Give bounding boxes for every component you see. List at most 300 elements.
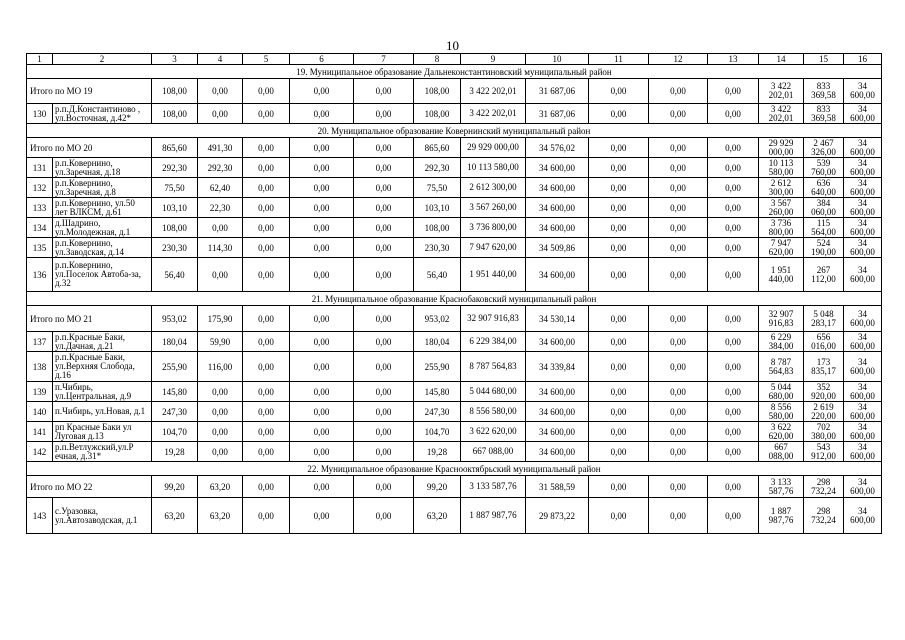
cell-c15: 543 912,00 (804, 442, 844, 462)
total-cell-c6: 0,00 (290, 138, 354, 158)
total-cell-c9: 3 133 587,76 (461, 476, 526, 498)
cell-c6: 0,00 (290, 218, 354, 238)
cell-c14: 667 088,00 (759, 442, 804, 462)
cell-c7: 0,00 (354, 258, 414, 292)
cell-c4: 116,00 (198, 352, 243, 382)
cell-c3: 108,00 (152, 218, 198, 238)
cell-c6: 0,00 (290, 402, 354, 422)
cell-c8: 104,70 (414, 422, 461, 442)
cell-c5: 0,00 (243, 422, 290, 442)
cell-c9: 6 229 384,00 (461, 332, 526, 352)
cell-c9: 8 787 564,83 (461, 352, 526, 382)
total-cell-c6: 0,00 (290, 476, 354, 498)
cell-c14: 3 567 260,00 (759, 198, 804, 218)
total-cell-c15: 298 732,24 (804, 476, 844, 498)
cell-c7: 0,00 (354, 442, 414, 462)
table-row (27, 498, 882, 534)
total-cell-c13: 0,00 (708, 79, 759, 104)
cell-c11: 0,00 (589, 498, 649, 534)
cell-c7: 0,00 (354, 178, 414, 198)
total-cell-c13: 0,00 (708, 306, 759, 332)
cell-c12: 0,00 (649, 332, 708, 352)
total-cell-c7: 0,00 (354, 138, 414, 158)
cell-c3: 63,20 (152, 498, 198, 534)
cell-c11: 0,00 (589, 178, 649, 198)
cell-c3: 292,30 (152, 158, 198, 178)
cell-c6: 0,00 (290, 498, 354, 534)
cell-c11: 0,00 (589, 352, 649, 382)
table-row (27, 198, 882, 218)
cell-c8: 145,80 (414, 382, 461, 402)
total-cell-c14: 32 907 916,83 (759, 306, 804, 332)
cell-c15: 173 835,17 (804, 352, 844, 382)
cell-c5: 0,00 (243, 498, 290, 534)
cell-c15: 833 369,58 (804, 104, 844, 124)
column-number-row (27, 54, 882, 65)
total-cell-c5: 0,00 (243, 79, 290, 104)
cell-c11: 0,00 (589, 402, 649, 422)
total-cell-c10: 31 588,59 (526, 476, 589, 498)
housing-table (26, 53, 882, 534)
column-number: 13 (708, 54, 759, 65)
total-cell-c4: 63,20 (198, 476, 243, 498)
cell-c11: 0,00 (589, 332, 649, 352)
cell-c13: 0,00 (708, 258, 759, 292)
cell-c8: 19,28 (414, 442, 461, 462)
cell-c13: 0,00 (708, 218, 759, 238)
row-address: р.п.Ветлужский,ул.Р ечная, д.31* (53, 442, 152, 462)
total-cell-c8: 99,20 (414, 476, 461, 498)
table-row (27, 178, 882, 198)
cell-c10: 34 600,00 (526, 332, 589, 352)
cell-c8: 255,90 (414, 352, 461, 382)
total-cell-c11: 0,00 (589, 476, 649, 498)
cell-c16: 34 600,00 (844, 422, 882, 442)
cell-c15: 702 380,00 (804, 422, 844, 442)
total-cell-c16: 34 600,00 (844, 79, 882, 104)
cell-c13: 0,00 (708, 352, 759, 382)
cell-c8: 75,50 (414, 178, 461, 198)
total-cell-c4: 175,90 (198, 306, 243, 332)
table-row (27, 442, 882, 462)
cell-c7: 0,00 (354, 104, 414, 124)
row-address: р.п.Д.Константиново , ул.Восточная, д.42* (53, 104, 152, 124)
cell-c4: 0,00 (198, 218, 243, 238)
cell-c10: 34 600,00 (526, 198, 589, 218)
total-cell-c12: 0,00 (649, 138, 708, 158)
cell-c12: 0,00 (649, 402, 708, 422)
total-cell-c10: 31 687,06 (526, 79, 589, 104)
total-cell-c14: 3 133 587,76 (759, 476, 804, 498)
cell-c10: 34 339,84 (526, 352, 589, 382)
cell-c4: 0,00 (198, 382, 243, 402)
row-number: 135 (27, 238, 53, 258)
cell-c13: 0,00 (708, 498, 759, 534)
cell-c4: 114,30 (198, 238, 243, 258)
cell-c12: 0,00 (649, 104, 708, 124)
cell-c13: 0,00 (708, 178, 759, 198)
cell-c3: 145,80 (152, 382, 198, 402)
cell-c9: 5 044 680,00 (461, 382, 526, 402)
cell-c15: 352 920,00 (804, 382, 844, 402)
cell-c15: 267 112,00 (804, 258, 844, 292)
row-address: с.Уразовка, ул.Автозаводская, д.1 (53, 498, 152, 534)
row-number: 134 (27, 218, 53, 238)
cell-c13: 0,00 (708, 442, 759, 462)
cell-c5: 0,00 (243, 258, 290, 292)
cell-c7: 0,00 (354, 158, 414, 178)
total-cell-c7: 0,00 (354, 476, 414, 498)
total-label: Итого по МО 20 (27, 138, 152, 158)
row-address: д.Шадрино, ул.Молодежная, д.1 (53, 218, 152, 238)
total-cell-c3: 865,60 (152, 138, 198, 158)
total-cell-c8: 865,60 (414, 138, 461, 158)
cell-c12: 0,00 (649, 178, 708, 198)
cell-c14: 8 787 564,83 (759, 352, 804, 382)
cell-c11: 0,00 (589, 422, 649, 442)
total-cell-c7: 0,00 (354, 79, 414, 104)
cell-c12: 0,00 (649, 442, 708, 462)
total-cell-c14: 29 929 000,00 (759, 138, 804, 158)
table-row (27, 258, 882, 292)
total-cell-c9: 3 422 202,01 (461, 79, 526, 104)
row-number: 143 (27, 498, 53, 534)
total-label: Итого по МО 22 (27, 476, 152, 498)
cell-c14: 1 951 440,00 (759, 258, 804, 292)
cell-c13: 0,00 (708, 402, 759, 422)
total-cell-c4: 0,00 (198, 79, 243, 104)
cell-c9: 8 556 580,00 (461, 402, 526, 422)
cell-c15: 524 190,00 (804, 238, 844, 258)
cell-c6: 0,00 (290, 382, 354, 402)
row-address: р.п.Ковернино, ул.50 лет ВЛКСМ, д.61 (53, 198, 152, 218)
cell-c3: 104,70 (152, 422, 198, 442)
section-title: 20. Муниципальное образование Ковернинский муниципальный район (27, 124, 882, 138)
cell-c10: 31 687,06 (526, 104, 589, 124)
cell-c13: 0,00 (708, 198, 759, 218)
cell-c4: 0,00 (198, 104, 243, 124)
cell-c12: 0,00 (649, 382, 708, 402)
cell-c10: 29 873,22 (526, 498, 589, 534)
cell-c15: 2 619 220,00 (804, 402, 844, 422)
cell-c13: 0,00 (708, 104, 759, 124)
cell-c16: 34 600,00 (844, 382, 882, 402)
cell-c11: 0,00 (589, 218, 649, 238)
column-number: 9 (461, 54, 526, 65)
row-address: р.п.Ковернино, ул.Заречная, д.8 (53, 178, 152, 198)
section-row (27, 292, 882, 306)
cell-c14: 1 887 987,76 (759, 498, 804, 534)
total-cell-c13: 0,00 (708, 476, 759, 498)
cell-c7: 0,00 (354, 218, 414, 238)
total-cell-c3: 99,20 (152, 476, 198, 498)
cell-c11: 0,00 (589, 158, 649, 178)
cell-c13: 0,00 (708, 238, 759, 258)
cell-c6: 0,00 (290, 158, 354, 178)
row-address: рп Красные Баки ул Луговая д.13 (53, 422, 152, 442)
row-number: 136 (27, 258, 53, 292)
total-cell-c13: 0,00 (708, 138, 759, 158)
total-cell-c16: 34 600,00 (844, 476, 882, 498)
table-row (27, 422, 882, 442)
cell-c10: 34 509,86 (526, 238, 589, 258)
cell-c5: 0,00 (243, 402, 290, 422)
total-label: Итого по МО 21 (27, 306, 152, 332)
column-number: 8 (414, 54, 461, 65)
cell-c14: 8 556 580,00 (759, 402, 804, 422)
cell-c5: 0,00 (243, 104, 290, 124)
cell-c4: 292,30 (198, 158, 243, 178)
total-cell-c6: 0,00 (290, 306, 354, 332)
cell-c3: 56,40 (152, 258, 198, 292)
cell-c7: 0,00 (354, 382, 414, 402)
cell-c6: 0,00 (290, 332, 354, 352)
cell-c8: 108,00 (414, 218, 461, 238)
cell-c8: 103,10 (414, 198, 461, 218)
column-number: 12 (649, 54, 708, 65)
cell-c10: 34 600,00 (526, 402, 589, 422)
cell-c14: 2 612 300,00 (759, 178, 804, 198)
cell-c14: 10 113 580,00 (759, 158, 804, 178)
cell-c14: 3 622 620,00 (759, 422, 804, 442)
cell-c6: 0,00 (290, 198, 354, 218)
cell-c11: 0,00 (589, 382, 649, 402)
column-number: 2 (53, 54, 152, 65)
total-cell-c5: 0,00 (243, 138, 290, 158)
row-number: 138 (27, 352, 53, 382)
cell-c7: 0,00 (354, 352, 414, 382)
cell-c11: 0,00 (589, 104, 649, 124)
cell-c9: 2 612 300,00 (461, 178, 526, 198)
cell-c16: 34 600,00 (844, 178, 882, 198)
cell-c16: 34 600,00 (844, 442, 882, 462)
cell-c12: 0,00 (649, 352, 708, 382)
cell-c16: 34 600,00 (844, 332, 882, 352)
total-cell-c12: 0,00 (649, 476, 708, 498)
row-address: р.п.Ковернино, ул.Заречная, д.18 (53, 158, 152, 178)
table-row (27, 382, 882, 402)
cell-c5: 0,00 (243, 238, 290, 258)
cell-c12: 0,00 (649, 258, 708, 292)
cell-c16: 34 600,00 (844, 352, 882, 382)
cell-c8: 247,30 (414, 402, 461, 422)
cell-c11: 0,00 (589, 442, 649, 462)
total-cell-c3: 953,02 (152, 306, 198, 332)
table-row (27, 352, 882, 382)
cell-c4: 22,30 (198, 198, 243, 218)
cell-c8: 180,04 (414, 332, 461, 352)
cell-c3: 180,04 (152, 332, 198, 352)
column-number: 16 (844, 54, 882, 65)
cell-c7: 0,00 (354, 402, 414, 422)
cell-c5: 0,00 (243, 382, 290, 402)
cell-c5: 0,00 (243, 198, 290, 218)
page-number: 10 (446, 38, 459, 53)
column-number: 4 (198, 54, 243, 65)
column-number: 7 (354, 54, 414, 65)
total-cell-c11: 0,00 (589, 306, 649, 332)
cell-c7: 0,00 (354, 498, 414, 534)
cell-c4: 62,40 (198, 178, 243, 198)
cell-c15: 384 060,00 (804, 198, 844, 218)
total-row (27, 476, 882, 498)
cell-c14: 3 422 202,01 (759, 104, 804, 124)
cell-c4: 0,00 (198, 402, 243, 422)
cell-c5: 0,00 (243, 158, 290, 178)
total-cell-c12: 0,00 (649, 306, 708, 332)
section-row (27, 124, 882, 138)
cell-c7: 0,00 (354, 332, 414, 352)
cell-c3: 247,30 (152, 402, 198, 422)
cell-c6: 0,00 (290, 178, 354, 198)
cell-c13: 0,00 (708, 158, 759, 178)
cell-c9: 3 736 800,00 (461, 218, 526, 238)
cell-c6: 0,00 (290, 422, 354, 442)
cell-c16: 34 600,00 (844, 218, 882, 238)
total-cell-c4: 491,30 (198, 138, 243, 158)
cell-c14: 6 229 384,00 (759, 332, 804, 352)
cell-c4: 0,00 (198, 442, 243, 462)
table-row (27, 332, 882, 352)
cell-c10: 34 600,00 (526, 442, 589, 462)
cell-c8: 108,00 (414, 104, 461, 124)
column-number: 1 (27, 54, 53, 65)
cell-c4: 0,00 (198, 258, 243, 292)
table-row (27, 104, 882, 124)
row-address: р.п.Красные Баки, ул.Верхняя Слобода, д.16 (53, 352, 152, 382)
cell-c9: 667 088,00 (461, 442, 526, 462)
total-cell-c11: 0,00 (589, 79, 649, 104)
cell-c11: 0,00 (589, 238, 649, 258)
total-cell-c14: 3 422 202,01 (759, 79, 804, 104)
row-address: п.Чибирь, ул.Центральная, д.9 (53, 382, 152, 402)
cell-c6: 0,00 (290, 238, 354, 258)
cell-c15: 636 640,00 (804, 178, 844, 198)
total-cell-c10: 34 530,14 (526, 306, 589, 332)
cell-c12: 0,00 (649, 498, 708, 534)
cell-c3: 75,50 (152, 178, 198, 198)
cell-c5: 0,00 (243, 332, 290, 352)
cell-c16: 34 600,00 (844, 238, 882, 258)
cell-c12: 0,00 (649, 422, 708, 442)
table-row (27, 402, 882, 422)
cell-c16: 34 600,00 (844, 104, 882, 124)
cell-c6: 0,00 (290, 258, 354, 292)
row-address: р.п.Ковернино, ул.Заводская, д.14 (53, 238, 152, 258)
cell-c12: 0,00 (649, 238, 708, 258)
row-number: 140 (27, 402, 53, 422)
cell-c7: 0,00 (354, 198, 414, 218)
total-cell-c8: 953,02 (414, 306, 461, 332)
total-row (27, 138, 882, 158)
cell-c9: 3 567 260,00 (461, 198, 526, 218)
row-address: п.Чибирь, ул.Новая, д.1 (53, 402, 152, 422)
total-label: Итого по МО 19 (27, 79, 152, 104)
cell-c3: 230,30 (152, 238, 198, 258)
total-cell-c6: 0,00 (290, 79, 354, 104)
row-address: р.п.Ковернино, ул.Поселок Автоба-за, д.32 (53, 258, 152, 292)
section-title: 21. Муниципальное образование Краснобаковский муниципальный район (27, 292, 882, 306)
total-row (27, 306, 882, 332)
cell-c15: 115 564,00 (804, 218, 844, 238)
cell-c7: 0,00 (354, 422, 414, 442)
total-cell-c15: 2 467 326,00 (804, 138, 844, 158)
cell-c10: 34 600,00 (526, 158, 589, 178)
row-number: 130 (27, 104, 53, 124)
cell-c9: 3 622 620,00 (461, 422, 526, 442)
cell-c16: 34 600,00 (844, 258, 882, 292)
total-cell-c9: 29 929 000,00 (461, 138, 526, 158)
cell-c13: 0,00 (708, 422, 759, 442)
table-row (27, 158, 882, 178)
section-title: 19. Муниципальное образование Дальнеконстантиновский муниципальный район (27, 65, 882, 79)
cell-c6: 0,00 (290, 104, 354, 124)
total-cell-c5: 0,00 (243, 306, 290, 332)
cell-c14: 3 736 800,00 (759, 218, 804, 238)
row-number: 139 (27, 382, 53, 402)
section-row (27, 65, 882, 79)
cell-c8: 63,20 (414, 498, 461, 534)
cell-c3: 108,00 (152, 104, 198, 124)
total-cell-c10: 34 576,02 (526, 138, 589, 158)
cell-c4: 59,90 (198, 332, 243, 352)
cell-c14: 7 947 620,00 (759, 238, 804, 258)
cell-c5: 0,00 (243, 178, 290, 198)
cell-c8: 56,40 (414, 258, 461, 292)
column-number: 3 (152, 54, 198, 65)
cell-c5: 0,00 (243, 442, 290, 462)
cell-c10: 34 600,00 (526, 218, 589, 238)
total-cell-c12: 0,00 (649, 79, 708, 104)
cell-c9: 7 947 620,00 (461, 238, 526, 258)
cell-c15: 539 760,00 (804, 158, 844, 178)
section-row (27, 462, 882, 476)
total-cell-c16: 34 600,00 (844, 306, 882, 332)
cell-c11: 0,00 (589, 198, 649, 218)
total-cell-c7: 0,00 (354, 306, 414, 332)
row-number: 132 (27, 178, 53, 198)
cell-c15: 298 732,24 (804, 498, 844, 534)
cell-c8: 230,30 (414, 238, 461, 258)
total-cell-c8: 108,00 (414, 79, 461, 104)
cell-c4: 0,00 (198, 422, 243, 442)
cell-c16: 34 600,00 (844, 198, 882, 218)
row-number: 133 (27, 198, 53, 218)
cell-c14: 5 044 680,00 (759, 382, 804, 402)
cell-c12: 0,00 (649, 218, 708, 238)
cell-c9: 1 887 987,76 (461, 498, 526, 534)
column-number: 6 (290, 54, 354, 65)
cell-c16: 34 600,00 (844, 158, 882, 178)
row-number: 142 (27, 442, 53, 462)
table-row (27, 238, 882, 258)
cell-c10: 34 600,00 (526, 178, 589, 198)
cell-c11: 0,00 (589, 258, 649, 292)
section-title: 22. Муниципальное образование Краснооктябрьский муниципальный район (27, 462, 882, 476)
column-number: 11 (589, 54, 649, 65)
column-number: 14 (759, 54, 804, 65)
cell-c3: 255,90 (152, 352, 198, 382)
row-address: р.п.Красные Баки, ул.Дачная, д.21 (53, 332, 152, 352)
cell-c9: 10 113 580,00 (461, 158, 526, 178)
total-cell-c11: 0,00 (589, 138, 649, 158)
row-number: 137 (27, 332, 53, 352)
cell-c9: 3 422 202,01 (461, 104, 526, 124)
cell-c9: 1 951 440,00 (461, 258, 526, 292)
cell-c12: 0,00 (649, 198, 708, 218)
total-cell-c3: 108,00 (152, 79, 198, 104)
column-number: 15 (804, 54, 844, 65)
